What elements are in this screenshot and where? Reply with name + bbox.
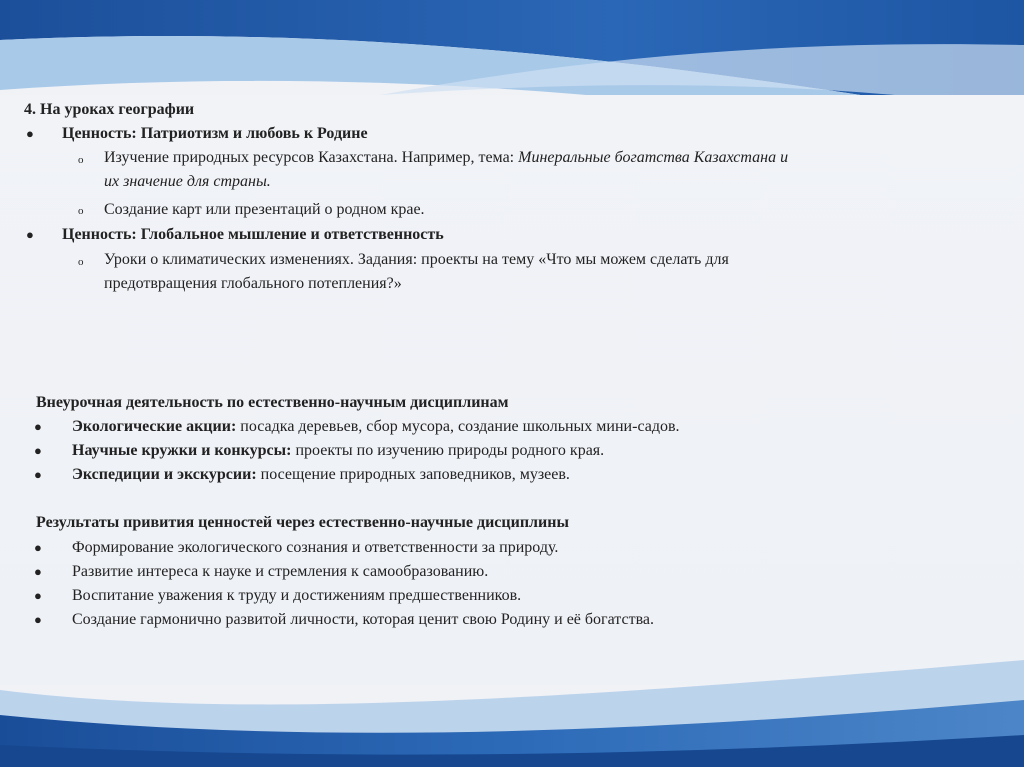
extra-item-text: посадка деревьев, сбор мусора, создание школьных мини-садов. — [236, 418, 680, 435]
sub-bullet-icon: o — [78, 154, 84, 166]
results-heading: Результаты привития ценностей через естественно-научные дисциплины — [36, 514, 569, 531]
sub-bullet-icon: o — [78, 205, 84, 217]
results-item: Развитие интереса к науке и стремления к самообразованию. — [72, 563, 489, 580]
bullet-icon: ● — [34, 443, 42, 458]
geo-item-3-line-1: Уроки о климатических изменениях. Задания: проекты на тему «Что мы можем сделать для — [104, 251, 729, 268]
bullet-icon: ● — [34, 564, 42, 579]
extra-item — [72, 463, 570, 487]
results-item: Создание гармонично развитой личности, которая ценит свою Родину и её богатства. — [72, 611, 655, 628]
sub-bullet-icon: o — [78, 256, 84, 268]
geo-item-1-text: Изучение природных ресурсов Казахстана. Например, тема: — [104, 149, 519, 166]
extra-item-label: Экспедиции и экскурсии: — [72, 466, 257, 483]
results-item: Воспитание уважения к труду и достижениям предшественников. — [72, 587, 522, 604]
bullet-icon: ● — [26, 227, 34, 242]
geo-item-3-line-2: предотвращения глобального потепления?» — [104, 275, 402, 292]
results-item: Формирование экологического сознания и ответственности за природу. — [72, 539, 559, 556]
bullet-icon: ● — [26, 126, 34, 141]
bullet-icon: ● — [34, 540, 42, 555]
bullet-icon: ● — [34, 612, 42, 627]
geo-item-1-line-1 — [104, 146, 788, 170]
extra-item-label: Экологические акции: — [72, 418, 237, 435]
extra-heading: Внеурочная деятельность по естественно-научным дисциплинам — [36, 394, 509, 411]
extra-item-text: посещение природных заповедников, музеев. — [256, 466, 570, 483]
extra-item — [72, 415, 680, 439]
extra-item — [72, 439, 604, 463]
extra-item-text: проекты по изучению природы родного края. — [291, 442, 605, 459]
geo-value-1: Ценность: Патриотизм и любовь к Родине — [62, 125, 368, 142]
bullet-icon: ● — [34, 419, 42, 434]
geo-heading: 4. На уроках географии — [24, 101, 195, 118]
geo-item-1-italic: Минеральные богатства Казахстана и — [518, 149, 789, 166]
extra-item-label: Научные кружки и конкурсы: — [72, 442, 292, 459]
bullet-icon: ● — [34, 588, 42, 603]
geo-value-2: Ценность: Глобальное мышление и ответственность — [62, 226, 444, 243]
bullet-icon: ● — [34, 467, 42, 482]
geo-item-2: Создание карт или презентаций о родном крае. — [104, 201, 425, 218]
geo-item-1-line-2: их значение для страны. — [104, 173, 271, 190]
